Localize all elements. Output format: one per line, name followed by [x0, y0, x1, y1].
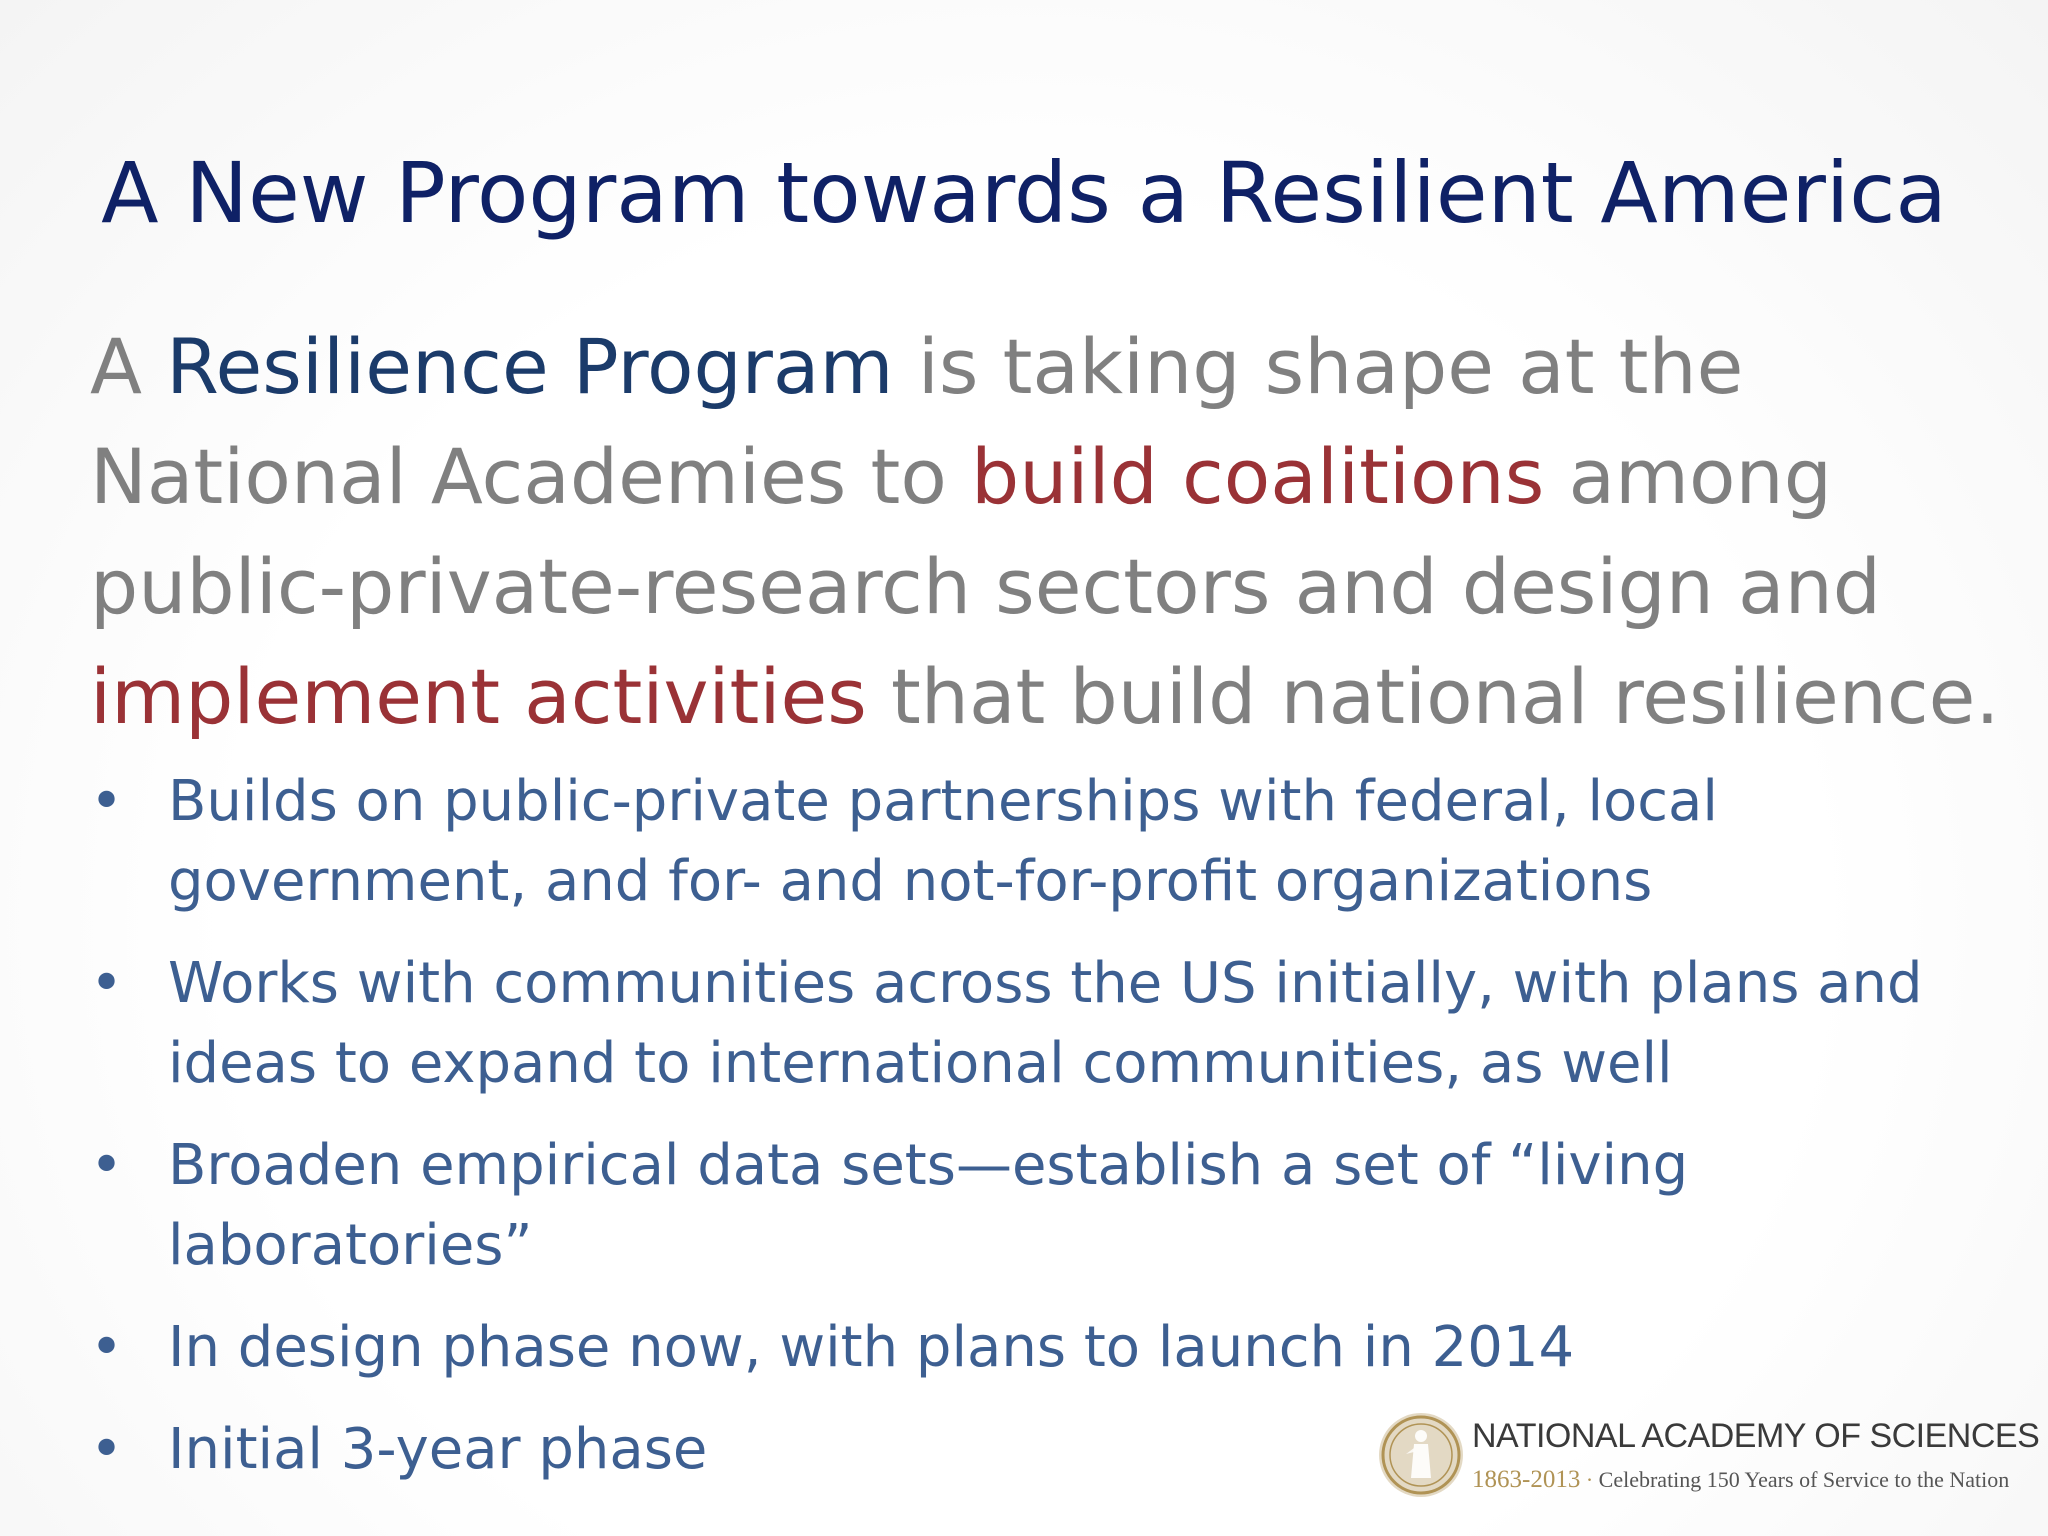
bullet-dot: •	[90, 1133, 124, 1198]
bullet-dot: •	[90, 951, 124, 1016]
lead-text-3: among public-private-research sectors and design and	[90, 432, 1882, 631]
lead-highlight-resilience-program: Resilience Program	[166, 322, 894, 411]
nas-logo	[1376, 1410, 2040, 1518]
bullet-dot: •	[90, 1417, 124, 1482]
bullet-item	[90, 1126, 1970, 1286]
nas-logo-separator: ·	[1585, 1467, 1594, 1492]
lead-paragraph	[90, 312, 2010, 752]
bullet-text: In design phase now, with plans to launch in 2014	[168, 1315, 1575, 1380]
nas-logo-tagline	[1472, 1466, 2009, 1494]
nas-logo-tagline-text: Celebrating 150 Years of Service to the Nation	[1598, 1467, 2010, 1492]
nas-logo-years: 1863-2013	[1472, 1466, 1581, 1493]
bullet-text: Broaden empirical data sets—establish a set of “living laboratories”	[168, 1133, 1689, 1278]
bullet-list	[90, 762, 1970, 1512]
bullet-item	[90, 944, 1970, 1104]
lead-text-2: is taking shape at the National Academies to	[90, 322, 1744, 521]
bullet-item	[90, 1308, 1970, 1388]
bullet-text: Works with communities across the US initially, with plans and ideas to expand to international communities, as well	[168, 951, 1923, 1096]
lead-highlight-build-coalitions: build coalitions	[970, 432, 1545, 521]
bullet-item	[90, 762, 1970, 922]
bullet-dot: •	[90, 769, 124, 834]
bullet-text: Builds on public-private partnerships with federal, local government, and for- and not-for-profit organizations	[168, 769, 1718, 914]
slide-title: A New Program towards a Resilient America	[101, 144, 1947, 242]
bullet-text: Initial 3-year phase	[168, 1417, 708, 1482]
bullet-dot: •	[90, 1315, 124, 1380]
nas-seal-icon	[1376, 1410, 1466, 1500]
lead-text-4: that build national resilience.	[866, 652, 2000, 741]
lead-highlight-implement-activities: implement activities	[90, 652, 867, 741]
lead-text-1: A	[90, 322, 167, 411]
nas-logo-name: NATIONAL ACADEMY OF SCIENCES	[1472, 1417, 2040, 1455]
